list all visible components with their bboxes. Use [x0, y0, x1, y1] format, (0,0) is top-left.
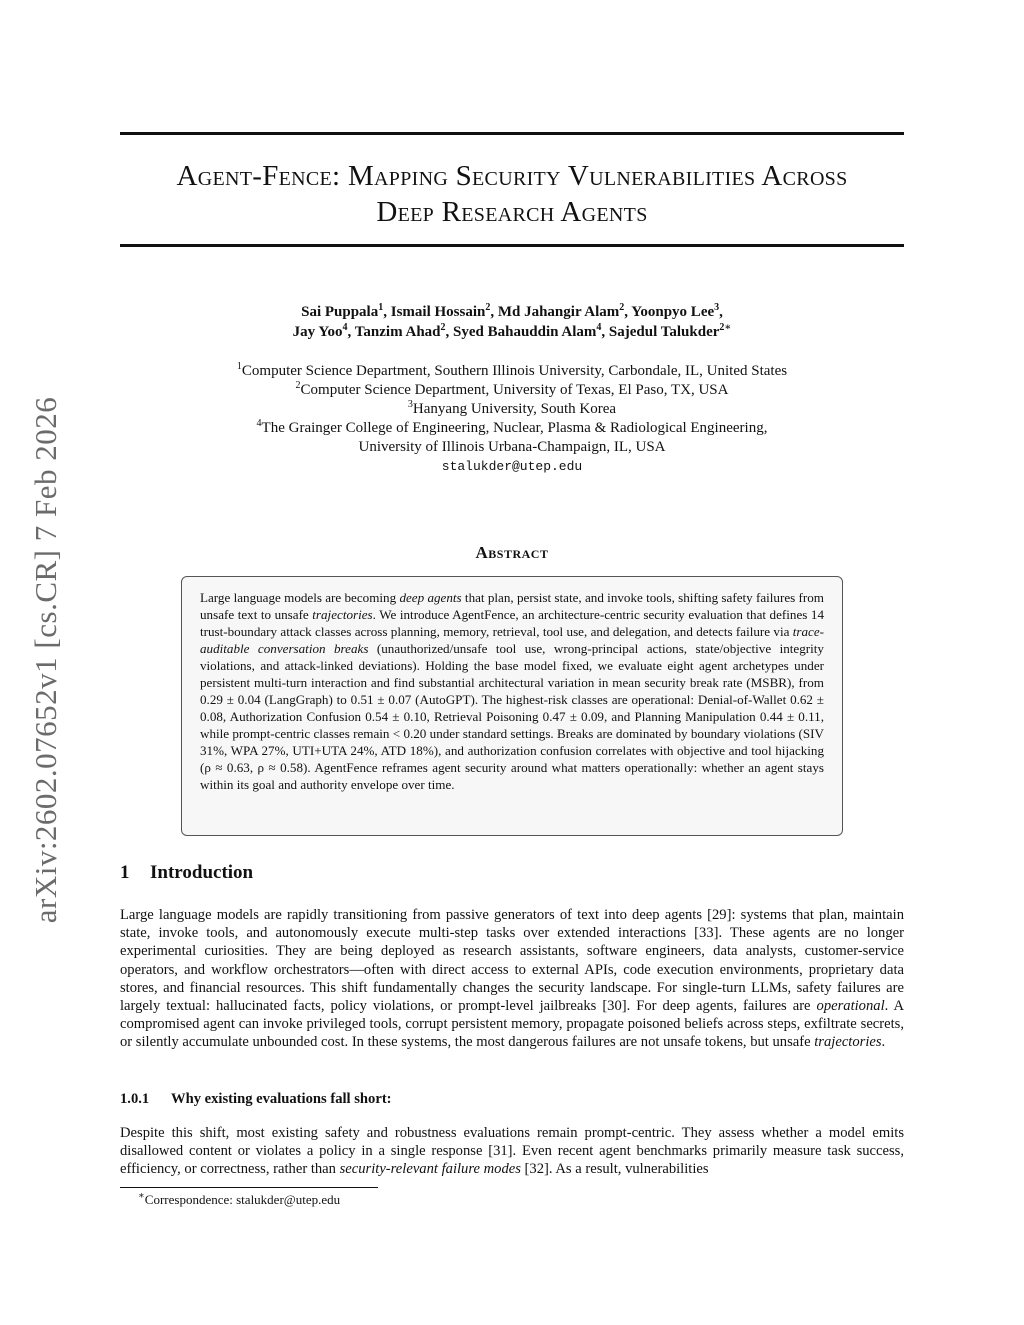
author-affil-marker: 4 [596, 322, 602, 333]
subsection-heading [120, 1091, 392, 1108]
author-list [120, 302, 904, 342]
title-top-rule [120, 132, 904, 135]
section-heading-introduction [120, 862, 253, 884]
author-affil-marker: 3 [714, 302, 720, 313]
intro-paragraph: Large language models are rapidly transitioning from passive generators of text into deep agents [29]: systems that plan, maintain state, invoke tools, and autonomously execute multi-step tasks over extended interactions [33]. These agents are no longer experimental curiosities. They are being deployed as research assistants, software engineers, data analysts, customer-service operators, and workflow orchestrators—often with direct access to external APIs, code execution environments, proprietary data stores, and financial resources. This shift fundamentally changes the security landscape. For single-turn LLMs, safety failures are largely textual: hallucinated facts, policy violations, or prompt-level jailbreaks [30]. For deep agents, failures are operational. A compromised agent can invoke privileged tools, corrupt persistent memory, propagate poisoned beliefs across steps, exfiltrate secrets, or silently accumulate unbounded cost. In these systems, the most dangerous failures are not unsafe tokens, but unsafe trajectories. [120, 907, 904, 1051]
affil-text: The Grainger College of Engineering, Nuclear, Plasma & Radiological Engineering, [261, 420, 768, 436]
title-line-2: Deep Research Agents [376, 196, 648, 228]
footnote-text: Correspondence: stalukder@utep.edu [144, 1192, 341, 1207]
affil-text: Hanyang University, South Korea [412, 401, 617, 417]
author-name: Jay Yoo [292, 324, 343, 340]
title-bottom-rule [120, 244, 904, 247]
affiliation-4-cont: University of Illinois Urbana-Champaign, IL, USA [358, 439, 666, 455]
contact-email: stalukder@utep.edu [441, 459, 583, 474]
author-affil-marker: 2 [619, 302, 625, 313]
subsection-number: 1.0.1 [120, 1091, 150, 1107]
paper-title [120, 158, 904, 230]
arxiv-side-stamp [18, 380, 74, 940]
subsection-title: Why existing evaluations fall short: [171, 1091, 392, 1107]
author-name: Syed Bahauddin Alam [453, 324, 597, 340]
footnote-rule [120, 1187, 378, 1188]
affil-marker: 3 [407, 399, 413, 410]
affil-text: Computer Science Department, Southern Illinois University, Carbondale, IL, United States [241, 363, 788, 379]
author-line-2: Jay Yoo$^4$, Tanzim Ahad$^2$, Syed Bahauddin Alam$^4$, Sajedul Talukder$^{2∗}$ [292, 322, 732, 340]
author-name: Md Jahangir Alam [497, 304, 620, 320]
subsection-paragraph: Despite this shift, most existing safety and robustness evaluations remain prompt-centric. They assess whether a model emits disallowed content or violates a policy in a single response [31]. Even recent agent benchmarks primarily measure task success, efficiency, or correctness, rather than security-relevant failure modes [32]. As a result, vulnerabilities [120, 1125, 904, 1178]
affiliation-2 [120, 381, 904, 400]
affiliation-4 [120, 419, 904, 438]
title-line-1: Agent-Fence: Mapping Security Vulnerabilities Across [176, 160, 848, 192]
author-name: Sai Puppala [301, 304, 379, 320]
author-name: Ismail Hossain [390, 304, 486, 320]
affil-text: Computer Science Department, University of Texas, El Paso, TX, USA [300, 382, 729, 398]
author-name: Tanzim Ahad [354, 324, 441, 340]
author-name: Yoonpyo Lee [631, 304, 715, 320]
author-line-1: Sai Puppala$^1$, Ismail Hossain$^2$, Md Jahangir Alam$^2$, Yoonpyo Lee$^3$, [301, 302, 723, 320]
affil-marker: 2 [295, 380, 301, 391]
author-affil-marker: 2∗ [719, 322, 732, 333]
affil-marker: 1 [236, 361, 242, 372]
section-number: 1 [120, 862, 130, 883]
section-title: Introduction [150, 862, 254, 883]
affiliation-list [120, 362, 904, 476]
abstract-heading: Abstract [475, 543, 549, 562]
author-affil-marker: 4 [342, 322, 348, 333]
arxiv-identifier: arXiv:2602.07652v1 [cs.CR] 7 Feb 2026 [28, 396, 63, 924]
author-affil-marker: 2 [440, 322, 446, 333]
author-affil-marker: 2 [485, 302, 491, 313]
affiliation-3 [120, 400, 904, 419]
affiliation-1 [120, 362, 904, 381]
affil-marker: 4 [256, 418, 262, 429]
author-name: Sajedul Talukder [608, 324, 720, 340]
footnote [138, 1192, 340, 1208]
abstract-text: Large language models are becoming deep agents that plan, persist state, and invoke tools, shifting safety failures from unsafe text to unsafe trajectories. We introduce AgentFence, an architecture-centric security evaluation that defines 14 trust-boundary attack classes across planning, memory, retrieval, tool use, and delegation, and detects failure via trace-auditable conversation breaks (unauthorized/unsafe tool use, wrong-principal actions, state/objective integrity violations, and attack-linked deviations). Holding the base model fixed, we evaluate eight agent archetypes under persistent multi-turn interaction and find substantial architectural variation in mean security break rate (MSBR), from 0.29 ± 0.04 (LangGraph) to 0.51 ± 0.07 (AutoGPT). The highest-risk classes are operational: Denial-of-Wallet 0.62 ± 0.08, Authorization Confusion 0.54 ± 0.10, Retrieval Poisoning 0.47 ± 0.09, and Planning Manipulation 0.44 ± 0.11, while prompt-centric classes remain < 0.20 under standard settings. Breaks are dominated by boundary violations (SIV 31%, WPA 27%, UTI+UTA 24%, ATD 18%), and authorization confusion correlates with objective and tool hijacking (ρ ≈ 0.63, ρ ≈ 0.58). AgentFence reframes agent security around what matters operationally: whether an agent stays within its goal and authority envelope over time. [200, 590, 824, 792]
abstract-box [181, 576, 843, 836]
footnote-marker: ∗ [138, 1190, 145, 1202]
author-affil-marker: 1 [378, 302, 384, 313]
